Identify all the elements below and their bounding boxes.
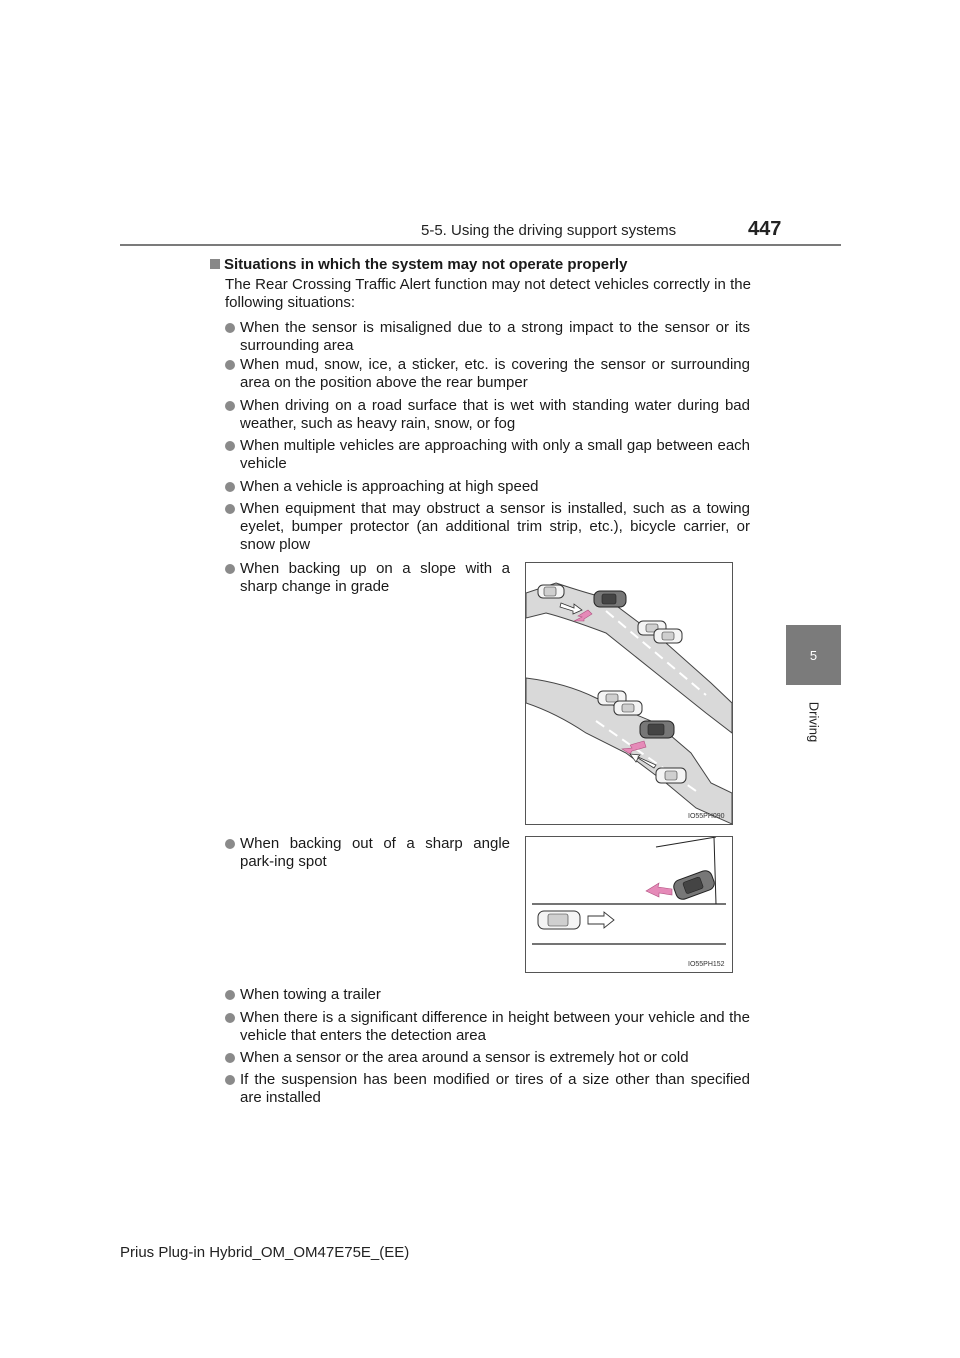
list-item	[225, 560, 510, 596]
list-item	[225, 437, 750, 473]
car-icon	[538, 585, 564, 598]
chapter-label	[806, 692, 822, 752]
page-number: 447	[748, 218, 782, 240]
list-item-text: When backing up on a slope with a sharp change in grade	[240, 560, 510, 595]
bullet-dot-icon	[225, 564, 235, 574]
intro-paragraph: The Rear Crossing Traffic Alert function may not detect vehicles correctly in the following situations:	[225, 276, 751, 311]
bullet-dot-icon	[225, 1075, 235, 1085]
chapter-label-text: Driving	[806, 701, 822, 743]
bullet-dot-icon	[225, 990, 235, 1000]
list-item-text: When a vehicle is approaching at high speed	[240, 478, 539, 495]
list-item	[225, 478, 750, 496]
chapter-tab[interactable]	[786, 625, 841, 685]
list-item	[225, 1049, 750, 1067]
car-icon	[614, 701, 642, 715]
list-item-text: When towing a trailer	[240, 986, 381, 1003]
slope-illustration	[526, 563, 732, 824]
list-item-text: When equipment that may obstruct a sensor is installed, such as a towing eyelet, bumper protector (an additional trim strip, etc.), bicycle carrier, or snow plow	[240, 500, 750, 553]
car-icon	[538, 911, 580, 929]
figure-slope	[525, 562, 733, 825]
chapter-number: 5	[809, 647, 818, 663]
bullet-dot-icon	[225, 1053, 235, 1063]
list-item	[225, 356, 750, 392]
bullet-dot-icon	[225, 441, 235, 451]
list-item	[225, 500, 750, 554]
list-item	[225, 397, 750, 433]
car-icon	[656, 768, 686, 783]
list-item	[225, 1071, 750, 1107]
car-icon	[594, 591, 626, 607]
parking-illustration	[526, 837, 732, 972]
bullet-dot-icon	[225, 360, 235, 370]
list-item	[225, 986, 750, 1004]
list-item-text: When multiple vehicles are approaching with only a small gap between each vehicle	[240, 437, 750, 472]
list-item	[225, 835, 510, 871]
bullet-dot-icon	[225, 401, 235, 411]
list-item	[225, 319, 750, 355]
list-item-text: When there is a significant difference in height between your vehicle and the vehicle that enters the detection area	[240, 1009, 750, 1044]
car-icon	[672, 869, 716, 901]
section-heading	[210, 256, 627, 273]
figure-code: IO55PH090	[688, 813, 725, 820]
bullet-dot-icon	[225, 504, 235, 514]
car-icon	[654, 629, 682, 643]
running-header: 5-5. Using the driving support systems	[421, 222, 677, 239]
bullet-dot-icon	[225, 1013, 235, 1023]
list-item-text: When the sensor is misaligned due to a strong impact to the sensor or its surrounding area	[240, 319, 750, 354]
car-icon	[640, 721, 674, 738]
bullet-dot-icon	[225, 482, 235, 492]
list-item-text: If the suspension has been modified or tires of a size other than specified are installed	[240, 1071, 750, 1106]
list-item-text: When driving on a road surface that is wet with standing water during bad weather, such as heavy rain, snow, or fog	[240, 397, 750, 432]
list-item-text: When backing out of a sharp angle park-ing spot	[240, 835, 510, 870]
footer-document-id: Prius Plug-in Hybrid_OM_OM47E75E_(EE)	[120, 1244, 410, 1261]
figure-code: IO55PH152	[688, 961, 725, 968]
figure-angle-parking	[525, 836, 733, 973]
bullet-dot-icon	[225, 839, 235, 849]
header-divider	[120, 244, 841, 246]
section-heading-text: Situations in which the system may not operate properly	[224, 256, 628, 273]
section-square-icon	[210, 259, 220, 269]
list-item-text: When mud, snow, ice, a sticker, etc. is covering the sensor or surrounding area on the position above the rear bumper	[240, 356, 750, 391]
list-item	[225, 1009, 750, 1045]
list-item-text: When a sensor or the area around a sensor is extremely hot or cold	[240, 1049, 689, 1066]
bullet-dot-icon	[225, 323, 235, 333]
